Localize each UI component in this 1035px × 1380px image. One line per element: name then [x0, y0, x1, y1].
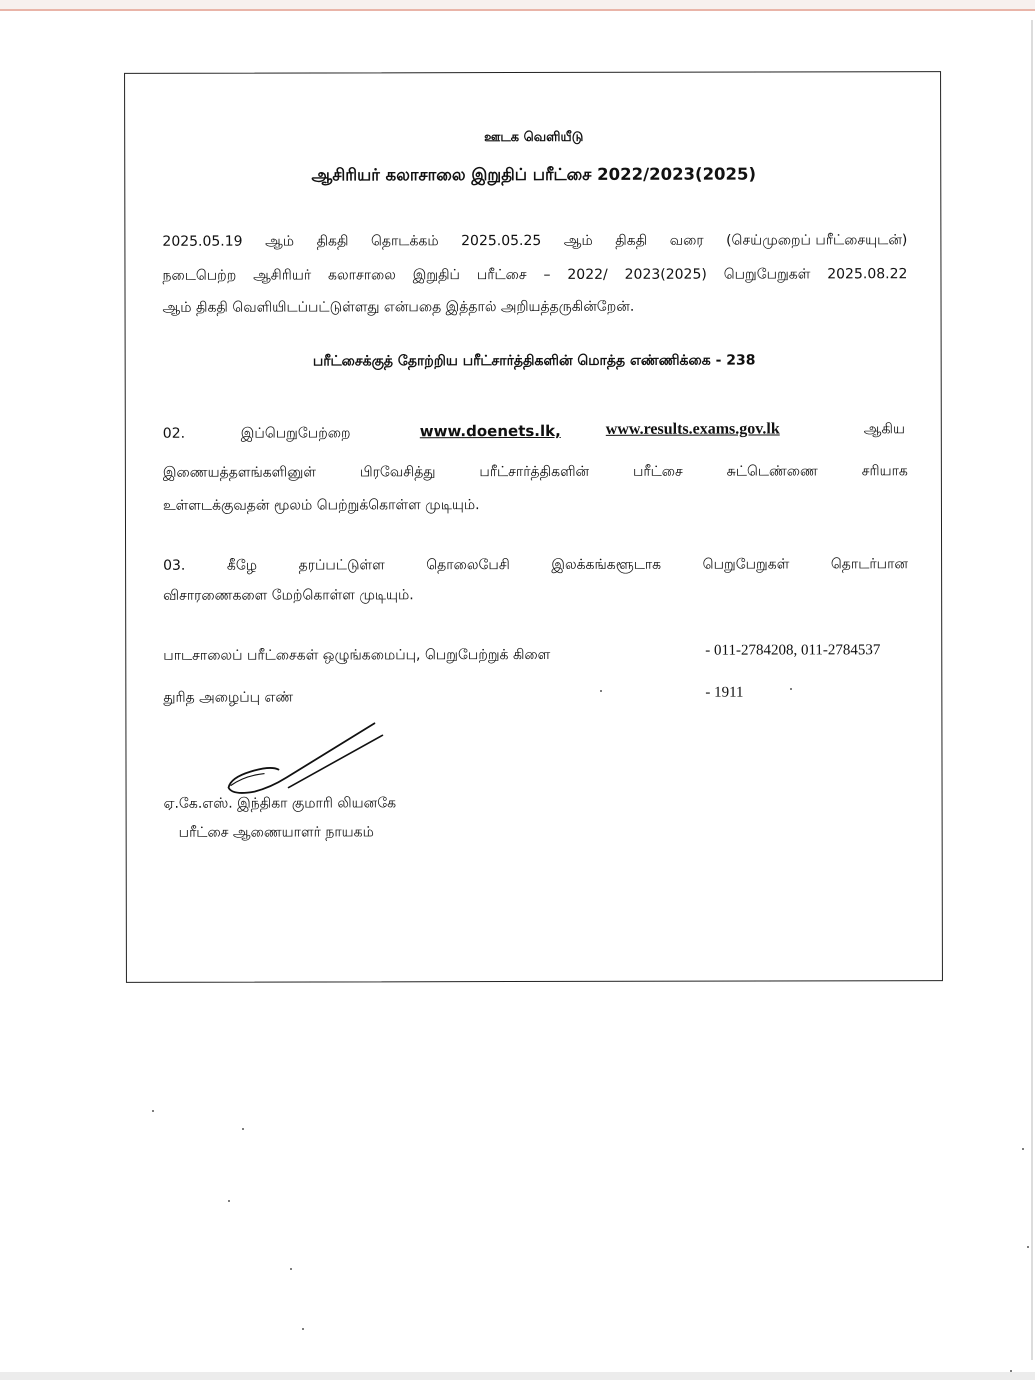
intro-word: கலாசாலை	[328, 267, 396, 284]
scan-speck	[290, 1268, 292, 1270]
para2-word: பரீட்சை	[632, 463, 683, 480]
intro-word: தொடக்கம்	[370, 233, 439, 250]
para2-word: இப்பெறுபேற்றை	[240, 425, 351, 442]
intro-word: (செய்முறைப் பரீட்சையுடன்)	[726, 232, 908, 249]
intro-word: 2022/	[567, 266, 608, 283]
intro-word: திகதி	[615, 232, 648, 249]
para2-word: இணையத்தளங்களினுள்	[162, 464, 317, 481]
para3-line-2: விசாரணைகளை மேற்கொள்ள முடியும்.	[163, 587, 414, 604]
signatory-title: பரீட்சை ஆணையாளர் நாயகம்	[178, 824, 374, 841]
para2-number: 02.	[162, 425, 186, 442]
intro-word: 2023(2025)	[624, 266, 707, 283]
scan-speck	[228, 1200, 230, 1202]
doc-heading: ஊடக வெளியீடு	[484, 129, 584, 146]
intro-word: 2025.05.19	[162, 233, 243, 250]
scan-speck	[152, 1110, 154, 1112]
para2-word: பரீட்சார்த்திகளின்	[479, 463, 590, 481]
scan-speck	[790, 688, 792, 690]
intro-word: ஆசிரியர்	[253, 267, 312, 284]
intro-word: வரை	[669, 232, 704, 249]
contact-label-results-branch: பாடசாலைப் பரீட்சைகள் ஒழுங்கமைப்பு, பெறுபேற்றுக் கிளை	[163, 646, 551, 664]
top-border	[0, 0, 1035, 11]
intro-word: –	[543, 266, 551, 283]
para2-word: சுட்டெண்ணை	[726, 463, 818, 480]
para2-word: பிரவேசித்து	[359, 464, 436, 481]
page-edge-bottom	[0, 1372, 1035, 1380]
para2-line-3: உள்ளடக்குவதன் மூலம் பெற்றுக்கொள்ள முடியும்.	[162, 497, 480, 514]
para3-word: தொலைபேசி	[426, 557, 510, 574]
contact-phone-results-branch: - 011-2784208, 011-2784537	[705, 642, 881, 659]
contact-phone-hotline: - 1911	[705, 684, 744, 701]
para3-word: 03.	[163, 557, 186, 574]
para2-word: சரியாக	[861, 463, 908, 480]
para3-word: இலக்கங்களூடாக	[551, 556, 662, 573]
intro-line-3: ஆம் திகதி வெளியிடப்பட்டுள்ளது என்பதை இத்தால் அறியத்தருகின்றேன்.	[162, 298, 635, 316]
candidates-count: பரீட்சைக்குத் தோற்றிய பரீட்சார்த்திகளின் மொத்த எண்ணிக்கை - 238	[312, 352, 756, 370]
handwritten-signature	[224, 715, 394, 805]
para2-word-aagiya: ஆகிய	[863, 421, 906, 438]
press-release-frame	[124, 71, 943, 983]
intro-word: 2025.08.22	[827, 266, 908, 283]
intro-word: ஆம்	[265, 233, 295, 250]
para3-line-1	[163, 556, 908, 574]
scan-speck	[1010, 1370, 1012, 1372]
intro-line-1	[162, 232, 907, 250]
contact-label-hotline: துரித அழைப்பு எண்	[163, 689, 294, 706]
link-doenets[interactable]: www.doenets.lk,	[419, 421, 561, 441]
intro-word: நடைபெற்ற	[162, 267, 237, 284]
para3-word: கீழே	[226, 557, 258, 574]
para3-word: தரப்பட்டுள்ள	[298, 557, 385, 574]
intro-word: ஆம்	[563, 232, 593, 249]
scan-speck	[600, 690, 602, 692]
intro-line-2	[162, 266, 907, 284]
para3-word: தொடர்பான	[830, 556, 909, 573]
intro-word: திகதி	[316, 233, 349, 250]
intro-word: பரீட்சை	[476, 267, 527, 284]
intro-word: இறுதிப்	[412, 267, 460, 284]
para3-word: பெறுபேறுகள்	[702, 556, 790, 573]
para2-line-2	[163, 463, 908, 481]
intro-word: பெறுபேறுகள்	[723, 266, 811, 283]
scan-speck	[242, 1128, 244, 1130]
intro-word: 2025.05.25	[461, 232, 542, 250]
link-results-exams[interactable]: www.results.exams.gov.lk	[605, 420, 780, 438]
scan-speck	[1022, 1148, 1024, 1150]
scan-speck	[302, 1328, 304, 1330]
scan-speck	[1027, 1246, 1029, 1248]
signatory-name: ஏ.கே.எஸ். இந்திகா குமாரி லியனகே	[163, 795, 397, 812]
doc-title: ஆசிரியர் கலாசாலை இறுதிப் பரீட்சை 2022/2023(2025)	[311, 164, 757, 185]
page-edge-right	[1031, 20, 1033, 1360]
